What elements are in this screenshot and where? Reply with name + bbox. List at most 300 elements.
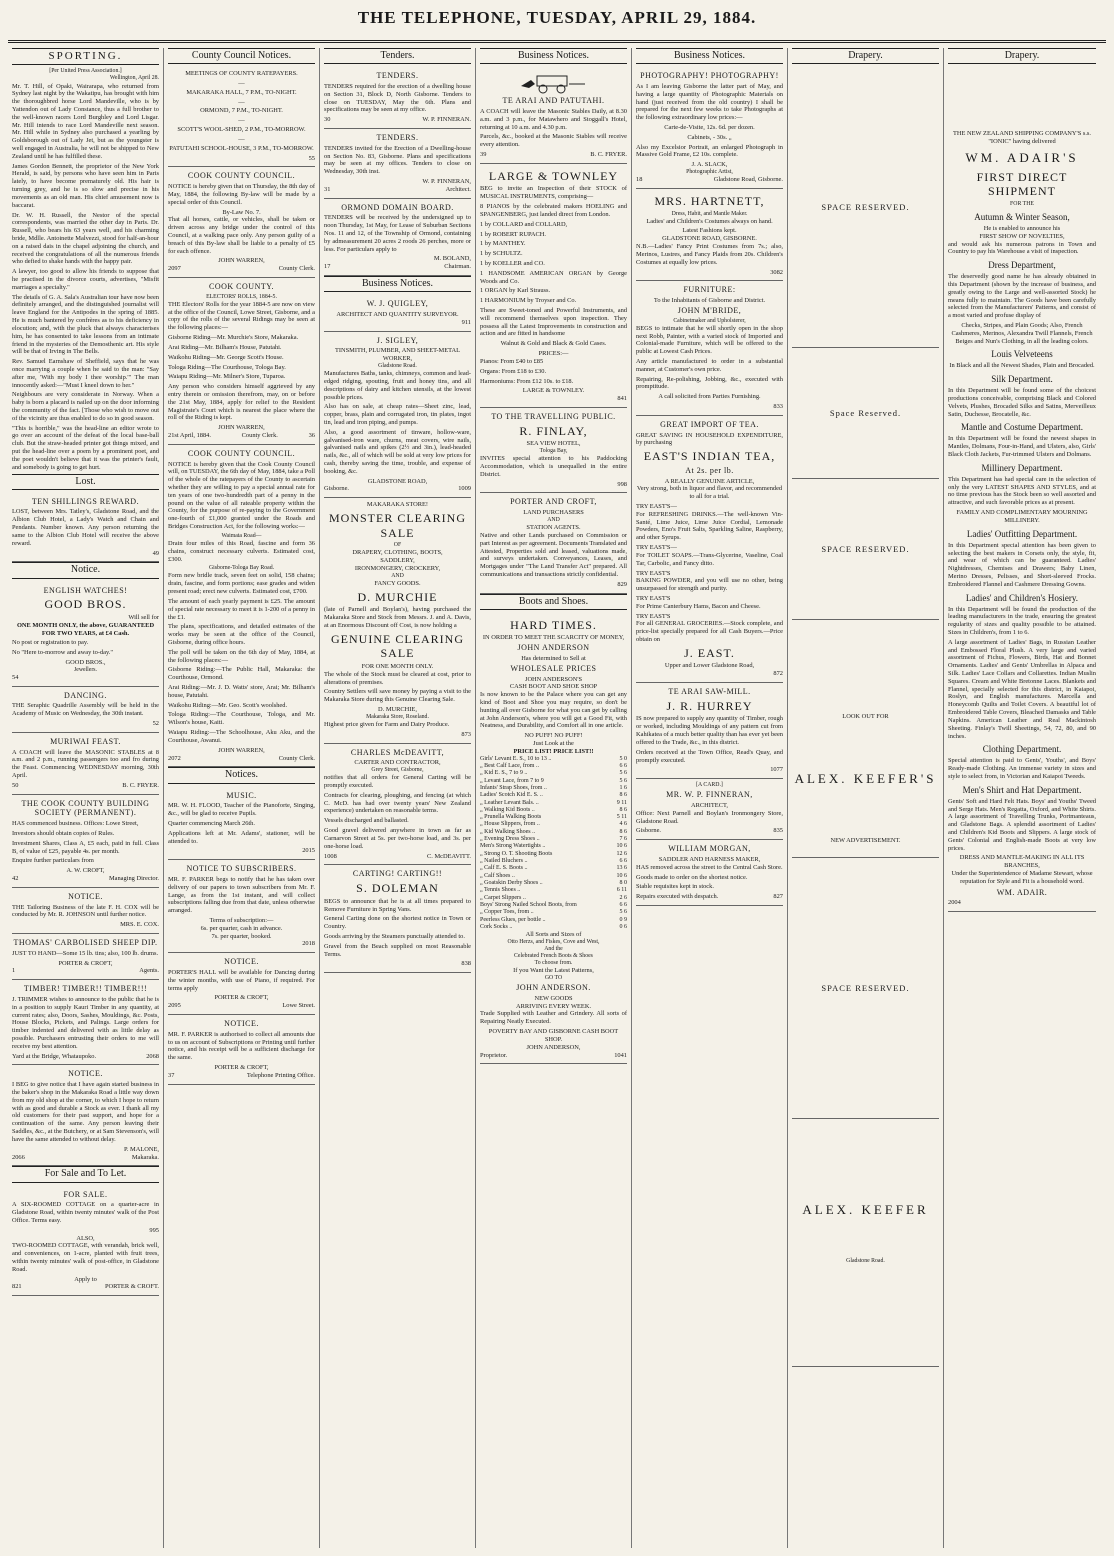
ad-body: TENDERS invited for the Erection of a Dwelling-house on Section No. 83, Gisborne. Plans and specifications may be seen at my offices. Tenders to close on Wednesday, 30th inst.	[324, 144, 471, 176]
price-row	[480, 836, 627, 843]
ad-title: PHOTOGRAPHY! PHOTOGRAPHY!	[640, 71, 779, 81]
ad-line: PRICES:—	[538, 350, 569, 358]
ad-line: FAMILY AND COMPLIMENTARY MOURNING MILLINERY.	[956, 509, 1088, 524]
ad-number: 998	[617, 480, 627, 488]
price-row	[480, 829, 627, 836]
ad-title: CARTING! CARTING!!	[352, 869, 443, 879]
ad-body: In this Department will be found some of the choicest productions conceivable, comprising Black and Colored Velvets, Plushes, Brocaded Silks and Satins, Merveilleux Satin, Duchesse, Brocatelle, &c.	[948, 387, 1096, 418]
price-row	[480, 880, 627, 887]
price-value: 8 6	[619, 828, 627, 835]
ad-body: Office: Next Parnell and Boylan's Ironmongery Store, Gladstone Road.	[636, 809, 783, 825]
ad-ratepayer-meetings	[168, 67, 315, 167]
price-item: „ Calf E. S. Boots ..	[480, 865, 528, 872]
ad-line: 1 ORGAN by Karl Strauss.	[480, 287, 551, 295]
ad-parker	[168, 1015, 315, 1085]
ad-quigley	[324, 295, 471, 331]
ad-body: Gravel from the Beach supplied on most Reasonable Terms.	[324, 942, 471, 958]
price-value: 6 6	[619, 901, 627, 908]
ad-signature: Managing Director.	[108, 875, 159, 883]
department-heading: Men's Shirt and Hat Department.	[962, 784, 1082, 795]
ad-notice-malone	[12, 1065, 159, 1166]
column-heading: SPORTING.	[12, 48, 159, 65]
ad-signature: County Clerk.	[278, 754, 315, 762]
ad-body: Gents' Soft and Hard Felt Hats. Boys' and Youths' Tweed and Serge Hats. Men's Regatta, Oxford, and White Shirts. A large assortment of Travelling Trunks, Portmanteaus, and Gladstone Bags. A splendid assortment of Ladies' and Children's Kid Boots and Slippers. A large stock of Gents' Colonial and English-made Boots at very low prices.	[948, 797, 1096, 852]
ad-body: BEG to invite an Inspection of their STOCK of MUSICAL INSTRUMENTS, comprising—	[480, 185, 627, 201]
ad-signature: Lowe Street.	[282, 1002, 315, 1010]
ad-line: GOOD BROS.,	[65, 658, 106, 666]
ad-line: LAND PURCHASERS	[523, 509, 584, 517]
ad-sigley	[324, 332, 471, 499]
ad-name: R. FINLAY,	[519, 423, 588, 438]
price-value: 8 6	[619, 792, 627, 799]
ad-body: That all horses, cattle, or vehicles, shall be taken or driven across any bridge under the control of this Council, at a walking pace only. Any person guilty of a breach of this By-law shall be liable to a penalty of £5 for each offence.	[168, 216, 315, 255]
separator: —	[238, 117, 245, 125]
price-item: „ Nailed Bluchers ..	[480, 858, 528, 864]
ad-signature: County Clerk.	[278, 265, 315, 273]
ad-line: POVERTY BAY AND GISBORNE CASH BOOT SHOP.	[488, 1028, 619, 1043]
ad-dancing	[12, 687, 159, 733]
ad-number: 55	[308, 154, 315, 162]
ad-line: [A CARD.]	[696, 782, 723, 789]
price-item: Cork Socks ..	[480, 923, 513, 930]
ad-number: 17	[324, 263, 331, 271]
ad-number: 829	[617, 580, 627, 588]
ad-signature: W. P. FINNERAN.	[422, 116, 471, 124]
ad-number: 2097	[168, 265, 181, 273]
ad-signature: LARGE & TOWNLEY.	[522, 387, 585, 395]
article-paragraph: Rev. Samuel Earnshaw of Sheffield, says that he was once marrying a couple when he said to the man: "Say after me, 'With my body I thee worship.'" The man innocently asked:—"Must I kneel down to her."	[12, 358, 159, 389]
ad-line: Will sell for	[128, 613, 159, 621]
price-item: „ Leather Levant Bals. ..	[480, 799, 539, 806]
ad-number: 2072	[168, 754, 181, 762]
price-item: „ Goatskin Derby Shoes ..	[480, 879, 543, 886]
poll-place: Waikohu Riding:—Mr. Geo. Scott's woolshed.	[168, 701, 288, 709]
riding-line: Waikohu Riding—Mr. George Scott's House.	[168, 353, 284, 361]
section-heading: Notices.	[168, 767, 315, 783]
dateline: Wellington, April 28.	[109, 75, 159, 82]
ad-title: J. SIGLEY,	[376, 335, 419, 345]
riding-line: Arai Riding—Mr. Bilham's House, Patutahi.	[168, 343, 282, 351]
price-value: 7 6	[619, 836, 627, 843]
ad-signature: PORTER & CROFT,	[214, 1064, 269, 1071]
ad-body: Is now known to be the Palace where you can get any kind of Boot and Shoe you may require, so don't be hunting all over Gisborne for what you can get by calling at John Anderson's, where you will get a Good Fit, with Neatness, and Durability, and Comfort all in one article.	[480, 691, 627, 730]
ad-signature: JOHN ANDERSON,	[526, 1043, 581, 1051]
ad-signature: Telephone Printing Office.	[246, 1071, 315, 1079]
ad-body: Any person who considers himself aggrieved by any entry therein or omission therefrom, may, on or before the 21st May, 1884, apply for relief to the Resident Magistrate's Court which is nearest the place where the roll of the Riding is kept.	[168, 383, 315, 422]
price-row	[480, 887, 627, 894]
ad-headline: Autumn & Winter Season,	[974, 211, 1070, 222]
masthead: THE TELEPHONE, TUESDAY, APRIL 29, 1884.	[357, 8, 757, 27]
ad-body: NOTICE is hereby given that the Cook County Council will, on TUESDAY, the 6th day of May, 1884, take a Poll of the whole of the ratepayers of the County to ascertain whether they are willing to pay a special annual rate for ten years of one two-hundredth part of a penny in the pound on the value of all rateable property within the County, for the purpose of re-paying to the Government one-fourth of £1,000 granted under the Roads and Bridges Construction Act, for the following works:—	[168, 460, 315, 531]
ad-line: At 2s. per lb.	[685, 465, 734, 475]
ad-line: Just Look at the	[533, 740, 574, 747]
ad-body: In this Department special attention has been given to selecting the best makers in Corsets only, the style, fit, and wear of which can be guaranteed. Ladies' Nightdresses, Chemises and Drawers; Baby Linen, Merino Dresses, Pelisses, and Short-sleeved Frocks. Embroidered Flannel and Cashmere Dressing Gowns.	[948, 541, 1096, 588]
price-value: 12 6	[616, 850, 627, 857]
ad-morgan-saddler	[636, 840, 783, 906]
ad-line: TRY EAST'S	[636, 594, 671, 602]
department-heading: Mantle and Costume Department.	[961, 422, 1083, 433]
ad-line: IRONMONGERY, CROCKERY,	[354, 565, 441, 572]
ad-number: 39	[480, 151, 487, 158]
ad-title: W. J. QUIGLEY,	[366, 299, 429, 309]
price-row	[480, 865, 627, 872]
ad-line: ONE MONTH ONLY, the above, GUARANTEED FOR TWO YEARS, at £4 Cash.	[16, 621, 155, 637]
ad-line: And the	[544, 946, 563, 952]
ad-body: and would ask his numerous patrons in Town and Country to pay his Warehouse a visit of inspection.	[948, 240, 1096, 256]
ad-signature: Agents.	[139, 967, 159, 975]
ad-title: GREAT IMPORT OF TEA.	[660, 419, 759, 429]
price-value: 13 6	[616, 865, 627, 872]
ad-body: These are Sweet-toned and Powerful Instruments, and will recommend themselves upon inspection. They possess all the Latest Improvements in construction and action and are fitted in handsome	[480, 307, 627, 338]
price-value: 6 6	[619, 762, 627, 769]
ad-body: In this Department will be found the newest shapes in Mantles, Dolmans, Four-in-Hand, and Ulsters, also, Girls' Black Cloth Jackets, Fur-trimmed Ulsters and Dolmans.	[948, 435, 1096, 459]
ad-line: Gisborne.	[324, 485, 350, 493]
ad-number: 30	[324, 116, 331, 124]
ad-body: Under the Superintendence of Madame Stewart, whose reputation for Style and Fit is a household word.	[951, 870, 1093, 885]
price-item: „ Prunella Walking Boots	[480, 814, 542, 821]
ad-line: 1 HANDSOME AMERICAN ORGAN by George Woods and Co.	[480, 269, 627, 285]
price-item: „ Best Calf Lace, from ..	[480, 762, 539, 769]
ad-body: N.B.—Ladies' Fancy Print Costumes from 7s.; also, Merinos, Lustres, and Fancy Plaids from 20s. Children's Costumes at equally low prices.	[636, 243, 783, 266]
ad-body: In Black and all the Newest Shades, Plain and Brocaded.	[949, 362, 1095, 370]
ad-name: J. EAST.	[684, 645, 735, 660]
ad-title: NOTICE.	[224, 957, 259, 967]
riding-line: Waiapu Riding—Mr. Milner's Store, Tuparoa.	[168, 373, 286, 381]
ad-body: Goods made to order on the shortest notice.	[636, 873, 748, 881]
ad-body: HAS removed across the street to the Central Cash Store.	[636, 863, 783, 871]
ad-name: ALEX. KEEFER	[802, 1202, 929, 1218]
ad-line: 1 by SCHULTZ.	[480, 250, 523, 258]
ad-body: Form new bridle track, seven feet on solid, 158 chains; drain, fascine, and form portions; ease grades and widen present road; erect new culverts. Estimated cost, £700.	[168, 572, 315, 596]
ad-number: 42	[12, 875, 19, 883]
ad-title: NOTICE.	[224, 1019, 259, 1028]
ad-line: Gladstone Road, Gisborne.	[713, 176, 783, 184]
section-heading: Notice.	[12, 562, 159, 578]
ad-hartnett	[636, 189, 783, 281]
column-tenders	[320, 48, 476, 1548]
ad-line: Grey Street, Gisborne,	[371, 767, 424, 774]
ad-line: JOHN ANDERSON'S	[524, 675, 583, 683]
ad-line: Cabinetmaker and Upholsterer,	[673, 317, 746, 324]
price-line: Harmoniums: From £12 10s. to £18.	[480, 377, 574, 385]
ad-line: Gladstone Road.	[378, 363, 417, 369]
space-reserved: SPACE RESERVED.	[792, 479, 939, 620]
article-paragraph: A lawyer, too good to allow his friends to suppose that he practised in the divorce courts, advertises, "Misfit marriages a specialty."	[12, 268, 159, 291]
price-item: „ Strong O. T. Shooting Boots	[480, 850, 553, 857]
ad-signature: MRS. E. COX.	[120, 921, 159, 929]
ad-body: THE Seraphic Quadrille Assembly will be held in the Academy of Music on Wednesday, the 30th instant.	[12, 702, 159, 718]
ad-line: No "Here to-morrow and away to-day."	[12, 649, 113, 657]
ad-number: 2095	[168, 1002, 181, 1010]
ad-john-anderson	[480, 613, 627, 1065]
ad-body: General Carting done on the shortest notice in Town or Country.	[324, 915, 471, 931]
ad-line: NO PUFF! NO PUFF!	[524, 732, 583, 740]
ad-line: FANCY GOODS.	[374, 579, 421, 587]
ad-number: 31	[324, 185, 331, 193]
poll-place: Tologa Riding:—The Courthouse, Tologa, and Mr. Wilson's house, Kaiti.	[168, 711, 315, 727]
space-reserved: Space Reserved.	[792, 348, 939, 479]
ad-line: 1 by COLLARD and COLLARD,	[480, 220, 568, 228]
ad-signature: JOHN WARREN,	[218, 424, 265, 432]
ad-title: NOTICE TO SUBSCRIBERS.	[186, 864, 297, 874]
ad-body: Good gravel delivered anywhere in town as far as Carnarvon Street at 5s. per two-horse load, and 3s. per one-horse load.	[324, 827, 471, 850]
ad-line: GLADSTONE ROAD, GISBORNE.	[662, 235, 757, 243]
ad-body: A COACH will leave the MASONIC STABLES at 8 a.m. and 2 p.m., running passengers too and fro during the Feast. Commencing WEDNESDAY morning, 30th April.	[12, 748, 159, 780]
ad-body: For all GENERAL GROCERIES.—Stock complete, and price-list specially prepared for all Cash Buyers.—Price obtain on	[636, 620, 783, 643]
ad-line: DRAPERY, CLOTHING, BOOTS,	[352, 549, 443, 557]
ad-line: 1 by MANTHEY.	[480, 240, 526, 248]
price-item: „ Walking Kid Boots ..	[480, 806, 535, 813]
price-row	[480, 807, 627, 814]
ad-title: FOR SALE.	[63, 1189, 108, 1199]
ad-body: notifies that all orders for General Carting will be promptly executed.	[324, 774, 471, 789]
ad-line: Dress, Habit, and Mantle Maker.	[671, 210, 748, 217]
ad-line: TRY EAST'S—	[636, 544, 677, 552]
ad-number: 50	[12, 781, 19, 789]
ad-body: For Prime Canterbury Hams, Bacon and Cheese.	[636, 602, 761, 610]
ad-signature: W. P. FINNERAN,	[422, 178, 471, 185]
ad-line: OF	[393, 542, 402, 549]
price-item: Peerless Glues, per bottle ..	[480, 916, 546, 923]
ad-photography	[636, 67, 783, 189]
ad-line: Makaraka Store, Roseland.	[366, 713, 429, 720]
ad-line: Gisborne.	[636, 827, 662, 835]
ad-body: In this Department will be found the production of the leading manufacturers in the trade, ensuring the greatest regularity of sizes and quality possible to be attained. Sizes in Children's, from 1 to 6.	[948, 605, 1096, 636]
ad-body: Also, a good assortment of tinware, hollow-ware, galvanised-iron ware, churns, meat covers, wire nails, galvanised nails and spikes (2½ and 3in.), lead-headed nails, &c., all of which will be sold at very low prices for cash, thereby saving the time, trouble, and expense of booking, &c.	[324, 428, 471, 475]
ad-ormond-domain	[324, 199, 471, 276]
ad-name: JOHN ANDERSON	[517, 643, 590, 653]
separator: —	[238, 80, 245, 87]
ad-line: MAKARAKA STORE!	[366, 501, 429, 509]
ad-line: TINSMITH, PLUMBER, AND SHEET-METAL WORKER,	[334, 347, 461, 363]
ad-title: MURIWAI FEAST.	[50, 736, 121, 746]
ad-line: NEW GOODS	[534, 994, 573, 1002]
ad-line: 1 by KOELLER and CO.	[480, 259, 545, 267]
ad-title: TIMBER! TIMBER!! TIMBER!!!	[23, 984, 148, 994]
ad-body: Special attention is paid to Gents', Youths', and Boys' Ready-made Clothing. An immense variety in sizes and style to select from, in Victorian and Kaiapoi Tweeds.	[948, 757, 1096, 780]
department-heading: Louis Velveteens	[991, 349, 1053, 360]
ad-body: The poll will be taken on the 6th day of May, 1884, at the following places:—	[168, 648, 315, 664]
price-row	[480, 763, 627, 770]
ad-body: Parcels, &c., booked at the Masonic Stables will receive every attention.	[480, 133, 627, 149]
article-paragraph: The details of G. A. Sala's Australian tour have now been definitely arranged, and the distinguished journalist will leave England for the Antipodes in the spring of 1885. He is much bantered by confrères as to his deficiency in elocution; and, with the pluck that always characterises him, he has consented to take lessons from an intimate friend in the mysteries of the Demosthenic art. His style will be that of Irving in The Bells.	[12, 293, 159, 356]
price-item: Boys' Strong Nailed School Boots, from	[480, 901, 577, 908]
ad-body: The amount of each yearly payment is £25. The amount of special rate necessary to meet it is 1-200 of a penny in the £1.	[168, 597, 315, 621]
ad-signature: J. A. SLACK,	[691, 161, 728, 169]
ad-number: 1	[12, 967, 16, 975]
ad-line: By-Law No. 7.	[222, 208, 261, 216]
ad-line: PATUTAHI SCHOOL-HOUSE, 3 P.M., TO-MORROW.	[169, 144, 314, 152]
article-paragraph: "This is horrible," was the head-line an editor wrote to go over an account of the defeat of the local base-ball club. But the straw-headed printer got things mixed, and put the head-line over a poem by a prominent poet, and the poet wouldn't believe that it was the printer's fault, and somebody is going to get hurt.	[12, 424, 159, 471]
section-heading: Boots and Shoes.	[480, 594, 627, 610]
ad-line: ORMOND, 7 P.M., TO-NIGHT.	[200, 107, 283, 115]
ad-number: 1009	[458, 485, 471, 493]
ad-body: Contracts for clearing, ploughing, and fencing (at which C. McD. has had over twenty years' New Zealand experience) undertaken on reasonable terms.	[324, 791, 471, 815]
riding-line: Tologa Riding—The Courthouse, Tologa Bay.	[168, 363, 286, 371]
ad-east-tea	[636, 416, 783, 683]
ad-subtitle: ELECTORS' ROLLS, 1884-5.	[206, 293, 277, 300]
price-value: 5 0	[619, 755, 627, 762]
ad-signature: M. BOLAND,	[433, 255, 471, 263]
ad-watches	[12, 582, 159, 687]
ad-body: Repairing, Re-polishing, Jobbing, &c., executed with promptitude.	[636, 375, 783, 391]
price-value: 5 6	[619, 770, 627, 777]
column-business-1	[476, 48, 632, 1548]
price-row	[480, 800, 627, 807]
ad-body: Manufactures Baths, tanks, chimneys, common and lead-edged ridging, spouting, fruit and honey tins, and all descriptions of dairy and kitchen utensils, at the lowest possible prices.	[324, 370, 471, 401]
ad-body: Vessels discharged and ballasted.	[324, 817, 409, 825]
ad-keefer	[792, 1119, 939, 1367]
ad-number: 2066	[12, 1153, 25, 1161]
ad-line: If you Want the Latest Patterns,	[513, 967, 594, 975]
ad-line: ARRIVING EVERY WEEK.	[515, 1002, 592, 1010]
ad-signature: Makaraka.	[131, 1153, 159, 1161]
ad-timber	[12, 980, 159, 1065]
ad-name: WILLIAM MORGAN,	[668, 844, 751, 854]
ad-line: ARCHITECT AND QUANTITY SURVEYOR.	[336, 311, 459, 318]
department-heading: Ladies' Outfitting Department.	[966, 528, 1078, 539]
price-value: 5 6	[619, 909, 627, 916]
ad-keefer-lookout	[792, 620, 939, 858]
ad-line: FIRST SHOW OF NOVELTIES,	[979, 232, 1065, 240]
ad-body: TWO-ROOMED COTTAGE, with verandah, brick well, and conveniences, on 1-acre, planted with fruit trees, within twenty minutes' walk of post-office, in Gladstone Road.	[12, 1242, 159, 1273]
ad-line: 1 HARMONIUM by Troyser and Co.	[480, 297, 577, 305]
ad-line: CASH BOOT AND SHOE SHOP	[509, 683, 598, 691]
ad-line: DRESS AND MANTLE-MAKING IN ALL ITS BRANCHES,	[959, 854, 1085, 870]
price-item: „ House Slippers, from ..	[480, 821, 540, 828]
ad-headline: HARD TIMES.	[510, 617, 597, 632]
ad-number: 821	[12, 1283, 22, 1291]
ad-signature: D. MURCHIE,	[378, 706, 417, 714]
price-value: 5 6	[619, 777, 627, 784]
ad-line: Has determined to Sell at	[521, 654, 586, 662]
ad-line: To choose from.	[534, 960, 573, 967]
ad-line: A REALLY GENUINE ARTICLE,	[664, 477, 755, 485]
ad-signature: JOHN WARREN,	[218, 746, 265, 754]
ad-signature: B. C. FRYER.	[590, 151, 627, 158]
ad-body: Very strong, both in liquor and flavor, and recommended to all for a trial.	[636, 485, 783, 501]
ad-title: CHARLES McDEAVITT,	[350, 747, 445, 757]
ad-line: Applications left at Mr. Adams', stationer, will be attended to.	[168, 829, 315, 845]
ad-line: ALSO,	[76, 1234, 95, 1242]
price-item: Ladies' Scotch Kid E. S. ..	[480, 792, 543, 799]
ad-body: 8 PIANOS by the celebrated makers HOELING and SPANGENBERG, just landed direct from London.	[480, 203, 627, 218]
price-row	[480, 917, 627, 924]
price-row	[480, 843, 627, 850]
ad-title: TENDERS.	[376, 71, 419, 81]
ad-line: GO TO	[544, 975, 563, 981]
ad-title: TE ARAI SAW-MILL.	[668, 687, 751, 697]
ad-body: MR. F. PARKER is authorised to collect all amounts due to us on account of Subscriptions or Printing until further notice, and his receipt will be a sufficient discharge for the same.	[168, 1030, 315, 1062]
ad-body: Native and other Lands purchased on Commission or part Interest as per agreement. Documents Translated and Attested, Properties sold and leased, valuations made, and surveys undertaken. Conveyances, Leases, and Mortgages under "The Land Transfer Act" prepared. All communications and transactions strictly confidential.	[480, 531, 627, 578]
ad-signature: Architect.	[445, 185, 471, 193]
ad-line: SADDLERY,	[380, 557, 415, 565]
separator: —	[238, 98, 245, 106]
article-paragraph: Dr. W. H. Russell, the Nestor of the special correspondents, was married the other day in Paris. Dr. Russell, who bears his 63 years well, and his charming bride, Mdlle. Antoinette Malvezzi, stood for half-an-hour on a raised dais in the chapel adjoining the church, and received the congratulations of all the numerous friends who defied to shake hands with the happy pair.	[12, 211, 159, 266]
ad-line: Tologa Bay,	[539, 448, 568, 455]
ad-body: J. TRIMMER wishes to announce to the public that he is in a position to supply Kauri Timber in any quantity, at current rates; also, Doors, Sashes, Mouldings, &c. Posts, House Blocks, Pickets, and Palings. Large orders for timber indented and delivered with as little delay as possible. Purchasers entrusting their orders to me will receive my best attention.	[12, 995, 159, 1050]
column-sporting	[8, 48, 164, 1548]
price-item: Men's Strong Watertights ..	[480, 843, 546, 850]
article-paragraph: James Gordon Bennett, the proprietor of the New York Herald, is said, by persons who have seen him in Paris lately, to have become prematurely old. His hair is turning grey, and he is so slow and precise in his movements as an old man. His chief amusement now is baccarat.	[12, 162, 159, 209]
price-row	[480, 895, 627, 902]
ad-porters-hall	[168, 953, 315, 1015]
ad-body: (late of Parnell and Boylan's), having purchased the Makaraka Store and Stock from Messrs. J. and A. Davis, at an Enormous Discount off Cost, is now holding a	[324, 606, 471, 629]
ad-line: All Sorts and Sizes of	[525, 931, 582, 939]
ad-body: The deservedly good name he has already obtained in this Department (shown by the increase of business, and greatly owing to the Large and well-assorted Stock) he means fully to maintain. The Goods have been carefully selected from the Manufacturers' Patterns, and consist of a most varied and profuse display of	[948, 273, 1096, 320]
ad-line: 7s. per quarter, booked.	[211, 932, 272, 940]
ad-line: Investors should obtain copies of Rules.	[12, 829, 115, 837]
ad-subscribers	[168, 860, 315, 953]
ad-line: ARCHITECT,	[691, 801, 728, 809]
ad-number: 2018	[302, 940, 315, 948]
ad-number: 838	[461, 960, 471, 968]
ad-title: ENGLISH WATCHES!	[43, 585, 128, 595]
price-item: „ Carpet Slippers ..	[480, 894, 526, 901]
ad-line: LOOK OUT FOR	[842, 713, 889, 721]
ad-signature: Chairman.	[444, 263, 471, 271]
price-value: 4 6	[619, 821, 627, 828]
ad-finneran-card	[636, 779, 783, 840]
ad-number: 995	[149, 1226, 159, 1234]
poll-place: Waiapu Riding:—The Schoolhouse, Aku Aku, and the Courthouse, Awanui.	[168, 729, 315, 744]
ad-line: Celebrated French Boots & Shoes	[514, 953, 593, 960]
price-row	[480, 909, 627, 916]
ad-wm-adair	[948, 67, 1096, 912]
ad-special-rate-poll	[168, 445, 315, 768]
ad-number: 873	[461, 730, 471, 738]
ad-line: Ladies' and Children's Costumes always on hand.	[646, 217, 773, 225]
department-heading: Clothing Department.	[982, 744, 1062, 755]
ad-line: Terms of subscription:—	[209, 916, 274, 924]
ad-signature: County Clerk.	[241, 432, 278, 439]
ad-line: Apply to	[74, 1275, 97, 1283]
price-value: 6 11	[616, 887, 627, 894]
article-paragraph: Mr. T. Hill, of Opaki, Wairarapa, who returned from Sydney last night by the Wakatipu, has brought with him the thoroughbred horse Lord Mandeville, who is by Yattendon out of Lady Constance, thus a full brother to the well-known racers Lord Burghley and Lord Lisgar. Mr. Hill intends to race Lord Mandeville next season. Mr. Hill while in Sydney also purchased a yearling by Goldsborough out of Lady Jet, but as the youngster is well engaged in Australia, he will not be shipped to New Zealand until he has fulfilled these.	[12, 82, 159, 160]
price-value: 8 0	[619, 879, 627, 886]
ad-title: COOK COUNTY COUNCIL.	[187, 171, 296, 181]
ad-line: SADDLER AND HARNESS MAKER,	[658, 855, 761, 863]
ad-line: NEW ADVERTISEMENT.	[830, 836, 901, 844]
department-heading: Dress Department,	[988, 260, 1056, 271]
ad-number: 827	[773, 893, 783, 901]
ad-title: TEN SHILLINGS REWARD.	[31, 496, 140, 506]
ad-signature: C. McDEAVITT.	[427, 852, 471, 860]
ad-name: MRS. HARTNETT,	[654, 193, 765, 208]
ad-body: A large assortment of Ladies' Bags, in Russian Leather and Embossed Floral Plush. A very large and varied assortment of Fichus, Flowers, Birds, Hat and Bonnet Ornaments. Ladies' and Gents' Umbrellas in Alpaca and Silk. Ladies' Lace Collars and Collarettes. Indian Muslin Squares. Cream and White Bretonne Laces. Blankets and Flannel, specially selected for this district, in Kaiapoi, Roslyn, and English manufactures. Marcella and Honeycomb Quilts and Toilet Covers. A beautiful lot of Embroidered Table Covers, Bleached Damasks and Table Napkins. American Leather and Real Mackintosh Sheeting. Finlay's Twill Sheetings, 54, 72, 80, and 90 inches.	[948, 638, 1096, 740]
ad-title: COOK COUNTY COUNCIL.	[187, 448, 296, 458]
ad-mcdeavitt	[324, 744, 471, 866]
price-row	[480, 778, 627, 785]
price-item: „ Copper Toes, from ..	[480, 909, 534, 916]
ad-line: SEA VIEW HOTEL,	[526, 440, 581, 448]
price-value: 0 9	[619, 916, 627, 923]
ad-line: PRICE LIST! PRICE LIST!!	[513, 747, 594, 755]
ad-signature: B. C. FRYER.	[122, 781, 159, 789]
price-value: 6 6	[619, 858, 627, 864]
department-heading: Millinery Department.	[981, 462, 1063, 473]
space-reserved: SPACE RESERVED.	[792, 67, 939, 348]
column-heading: Business Notices.	[480, 48, 627, 64]
ad-line: GLADSTONE ROAD,	[367, 477, 428, 485]
ad-line: IN ORDER TO MEET THE SCARCITY OF MONEY,	[482, 634, 625, 642]
ad-electors-rolls	[168, 278, 315, 445]
ad-line: THE NEW ZEALAND SHIPPING COMPANY'S s.s. "IONIC" having delivered	[952, 130, 1092, 145]
price-item: „ Kid Walking Shoes ..	[480, 828, 536, 835]
columns	[8, 48, 1106, 1548]
ad-body: Also has on sale, at cheap rates—Sheet zinc, lead, copper, brass, plain and corrugated iron, tin plates, ingot tin, lead and iron piping, and pumps.	[324, 403, 471, 426]
column-heading: Drapery.	[948, 48, 1096, 64]
